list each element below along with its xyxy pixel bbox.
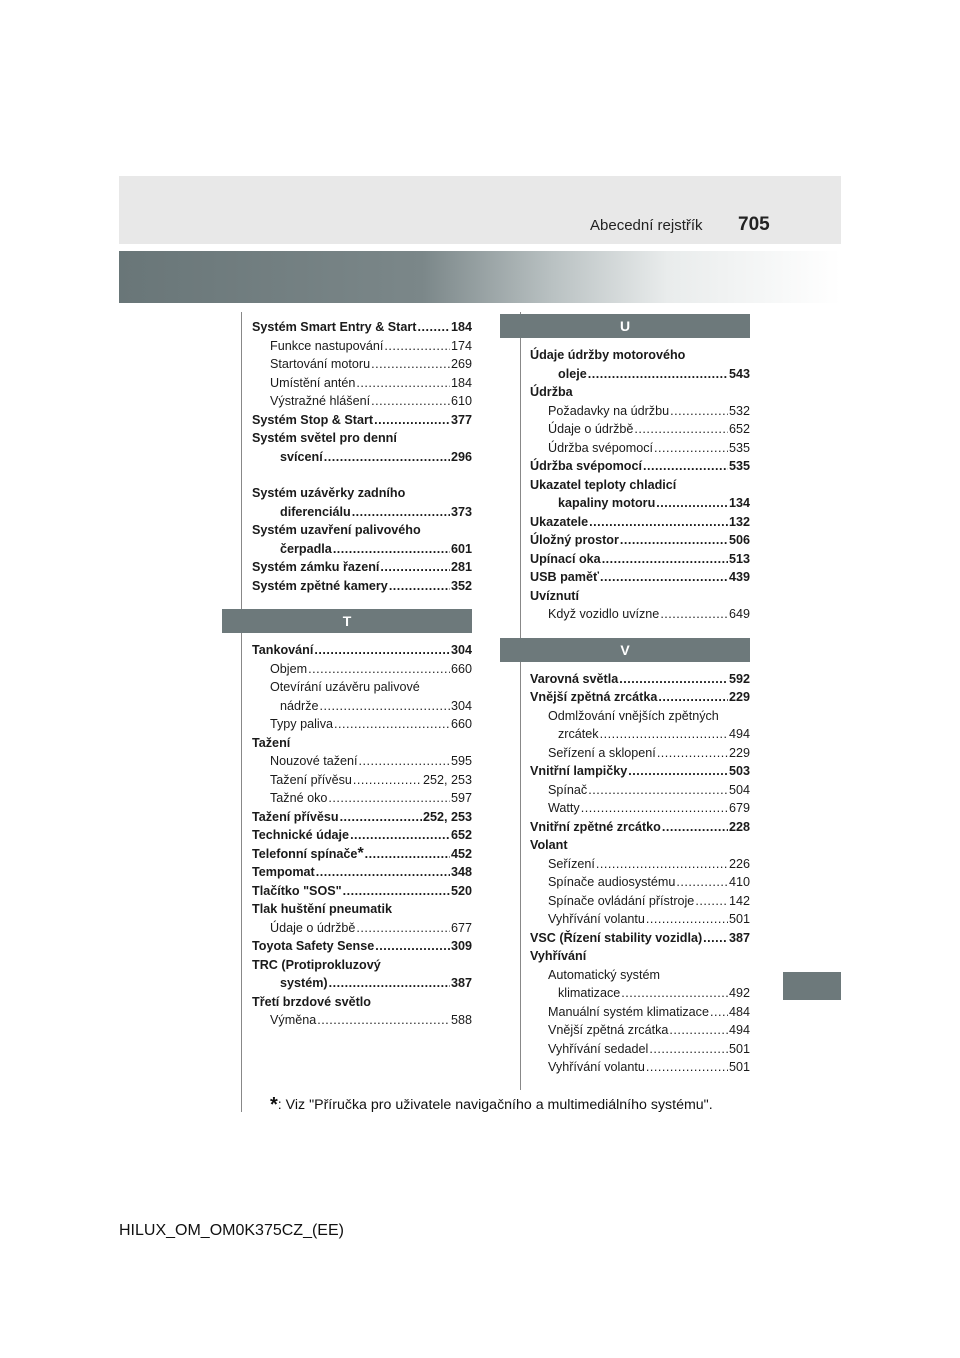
index-entry <box>252 789 472 808</box>
entry-term: zrcátek <box>558 727 599 741</box>
entry-term: Tempomat <box>252 865 315 879</box>
index-entry <box>530 550 750 569</box>
entry-page-number: 377 <box>450 412 472 427</box>
entry-term: Funkce nastupování <box>270 338 384 353</box>
index-entry <box>252 752 472 771</box>
dot-leader <box>389 577 450 596</box>
section-title: Abecední rejstřík <box>590 217 703 234</box>
index-entry <box>252 641 472 660</box>
entry-term: Seřízení <box>548 856 595 871</box>
entry-page-number: 506 <box>728 533 750 547</box>
section-letter-header: V <box>500 638 750 662</box>
entry-term: Watty <box>548 801 580 815</box>
dot-leader <box>581 799 728 818</box>
left-divider <box>241 312 242 1112</box>
document-code: HILUX_OM_OM0K375CZ_(EE) <box>119 1222 344 1239</box>
entry-term: Systém Smart Entry & Start <box>252 320 417 334</box>
entry-term: Uvíznutí <box>530 588 579 603</box>
index-entry <box>252 882 472 901</box>
entry-page-number: 601 <box>450 541 472 556</box>
index-entry <box>530 762 750 781</box>
entry-term: svícení <box>280 449 323 464</box>
section-letter-header: U <box>500 314 750 338</box>
entry-term: Spínač <box>548 782 588 797</box>
entry-page-number: 588 <box>450 1013 472 1027</box>
index-entry <box>252 318 472 337</box>
entry-term: VSC (Řízení stability vozidla) <box>530 930 703 945</box>
dot-leader <box>320 697 450 716</box>
entry-page-number: 597 <box>450 791 472 805</box>
entry-page-number: 501 <box>728 1060 750 1074</box>
index-entry <box>252 771 472 790</box>
entry-term: Tažné oko <box>270 791 328 805</box>
dot-leader <box>343 882 450 901</box>
dot-leader <box>352 503 450 522</box>
entry-page-number: 252, 253 <box>422 772 472 787</box>
index-entry <box>530 346 750 365</box>
dot-leader <box>359 752 450 771</box>
index-entry <box>530 707 750 726</box>
entry-term: systém) <box>280 976 328 990</box>
entry-page-number: 132 <box>728 514 750 529</box>
entry-term: Údaje o údržbě <box>548 422 634 436</box>
footnote <box>270 1094 713 1117</box>
entry-page-number: 281 <box>450 560 472 574</box>
entry-page-number: 373 <box>450 504 472 519</box>
middle-divider <box>520 312 521 1090</box>
dot-leader <box>340 808 422 827</box>
entry-page-number: 679 <box>728 801 750 815</box>
dot-leader <box>350 826 450 845</box>
entry-term: Technické údaje <box>252 828 350 842</box>
entry-term: kapaliny motoru <box>558 496 656 510</box>
dot-leader <box>314 641 450 660</box>
index-entry <box>252 558 472 577</box>
index-column-right <box>530 300 750 1077</box>
dot-leader <box>334 715 450 734</box>
entry-term: čerpadla <box>280 541 332 556</box>
entry-page-number: 660 <box>450 661 472 676</box>
entry-page-number: 494 <box>728 1023 750 1037</box>
entry-page-number: 387 <box>728 930 750 945</box>
entry-page-number: 660 <box>450 717 472 731</box>
entry-term: Systém zpětné kamery <box>252 578 388 593</box>
entry-page-number: 304 <box>450 643 472 657</box>
index-entry <box>530 781 750 800</box>
entry-term: Požadavky na údržbu <box>548 403 670 418</box>
dot-leader <box>365 845 450 864</box>
entry-term: Startování motoru <box>270 357 371 371</box>
dot-leader <box>654 439 728 458</box>
index-entry <box>252 355 472 374</box>
entry-page-number: 269 <box>450 357 472 371</box>
dot-leader <box>620 531 728 550</box>
index-entry <box>530 836 750 855</box>
entry-term: Spínače audiosystému <box>548 875 676 889</box>
index-entry <box>530 587 750 606</box>
dot-leader <box>628 762 728 781</box>
dot-leader <box>634 420 728 439</box>
dot-leader <box>384 337 450 356</box>
dot-leader <box>703 929 728 948</box>
spacer <box>252 466 472 484</box>
entry-term: Úložný prostor <box>530 533 619 547</box>
index-entry <box>530 402 750 421</box>
entry-term: klimatizace <box>558 986 621 1000</box>
entry-page-number: 492 <box>728 986 750 1000</box>
index-entry <box>530 1003 750 1022</box>
dot-leader <box>646 910 728 929</box>
entry-page-number: 252, 253 <box>422 809 472 824</box>
entry-page-number: 592 <box>728 671 750 686</box>
index-entry <box>252 919 472 938</box>
index-entry <box>530 439 750 458</box>
index-entry <box>252 503 472 522</box>
entry-page-number: 610 <box>450 394 472 408</box>
entry-page-number: 535 <box>728 440 750 455</box>
entry-term: Systém Stop & Start <box>252 412 374 427</box>
entry-term: Otevírání uzávěru palivové <box>270 680 420 694</box>
index-entry <box>530 799 750 818</box>
index-entry <box>252 900 472 919</box>
entry-term: Vyhřívání volantu <box>548 1060 645 1074</box>
index-entry <box>252 577 472 596</box>
index-entry <box>252 448 472 467</box>
dot-leader <box>656 494 728 513</box>
dot-leader <box>662 818 728 837</box>
dot-leader <box>649 1040 728 1059</box>
page-number: 705 <box>738 214 770 235</box>
index-entry <box>252 540 472 559</box>
dot-leader <box>371 355 450 374</box>
dot-leader <box>356 374 450 393</box>
header-band <box>119 176 841 244</box>
index-entry <box>530 910 750 929</box>
dot-leader <box>621 984 728 1003</box>
entry-term: Údržba svépomocí <box>548 440 653 455</box>
entry-term: Tankování <box>252 643 314 657</box>
entry-page-number: 494 <box>728 727 750 741</box>
entry-page-number: 226 <box>728 856 750 871</box>
entry-term: Ukazatel teploty chladicí <box>530 477 677 492</box>
index-entry <box>530 494 750 513</box>
entry-term: Volant <box>530 838 568 852</box>
index-entry <box>252 808 472 827</box>
dot-leader <box>308 660 450 679</box>
entry-term: Tažení <box>252 735 291 750</box>
index-entry <box>252 337 472 356</box>
entry-term: Automatický systém <box>548 967 660 982</box>
entry-page-number: 410 <box>728 875 750 889</box>
dot-leader <box>317 1011 450 1030</box>
dot-leader <box>669 1021 728 1040</box>
index-entry <box>252 1011 472 1030</box>
entry-term: Upínací oka <box>530 551 601 566</box>
index-entry <box>530 605 750 624</box>
entry-term: Spínače ovládání přístroje <box>548 893 695 908</box>
dot-leader <box>324 448 450 467</box>
dot-leader <box>643 457 728 476</box>
index-entry <box>252 863 472 882</box>
index-entry <box>252 374 472 393</box>
entry-term: Údaje o údržbě <box>270 920 356 935</box>
entry-term: Tažení přívěsu <box>252 809 339 824</box>
entry-term: Toyota Safety Sense <box>252 939 375 953</box>
index-entry <box>252 392 472 411</box>
entry-term: Vnější zpětná zrcátka <box>548 1023 669 1037</box>
index-entry <box>530 892 750 911</box>
dot-leader <box>646 1058 728 1077</box>
dot-leader <box>588 365 728 384</box>
dot-leader <box>588 781 728 800</box>
index-entry <box>530 725 750 744</box>
index-entry <box>252 734 472 753</box>
index-entry <box>252 484 472 503</box>
entry-term: Vnější zpětná zrcátka <box>530 690 658 704</box>
index-entry <box>530 1040 750 1059</box>
dot-leader <box>375 937 450 956</box>
dot-leader <box>660 605 728 624</box>
entry-term: Třetí brzdové světlo <box>252 994 371 1009</box>
entry-term: Telefonní spínače <box>252 846 358 861</box>
entry-term: nádrže <box>280 698 319 713</box>
entry-term: Umístění antén <box>270 375 356 390</box>
dot-leader <box>316 863 450 882</box>
index-entry <box>530 984 750 1003</box>
entry-page-number: 595 <box>450 754 472 768</box>
entry-page-number: 649 <box>728 607 750 621</box>
dot-leader <box>371 392 450 411</box>
dot-leader <box>333 540 450 559</box>
index-entry <box>530 568 750 587</box>
entry-page-number: 228 <box>728 819 750 834</box>
dot-leader <box>600 725 728 744</box>
entry-page-number: 304 <box>450 698 472 713</box>
entry-term: Vyhřívání sedadel <box>548 1041 649 1056</box>
entry-page-number: 501 <box>728 1041 750 1056</box>
index-entry <box>530 1058 750 1077</box>
index-entry <box>530 670 750 689</box>
entry-term: Když vozidlo uvízne <box>548 607 660 621</box>
entry-page-number: 142 <box>728 893 750 908</box>
index-entry <box>252 826 472 845</box>
dot-leader <box>619 670 728 689</box>
dot-leader <box>670 402 728 421</box>
entry-term: Systém uzavření palivového <box>252 523 421 537</box>
entry-term: Údržba <box>530 385 573 399</box>
entry-page-number: 184 <box>450 320 472 334</box>
dot-leader <box>589 513 728 532</box>
entry-term: Údržba svépomocí <box>530 459 642 473</box>
entry-term: Vnitřní zpětné zrcátko <box>530 819 661 834</box>
dot-leader <box>356 919 450 938</box>
dot-leader <box>374 411 450 430</box>
entry-page-number: 513 <box>728 551 750 566</box>
entry-term: Systém zámku řazení <box>252 560 380 574</box>
entry-page-number: 439 <box>728 570 750 584</box>
index-column-left <box>252 318 472 1030</box>
entry-term: Varovná světla <box>530 671 619 686</box>
entry-page-number: 229 <box>728 690 750 704</box>
entry-page-number: 229 <box>728 745 750 760</box>
entry-term: Seřízení a sklopení <box>548 745 656 760</box>
index-entry <box>530 966 750 985</box>
index-entry <box>252 937 472 956</box>
entry-page-number: 348 <box>450 865 472 879</box>
index-entry <box>530 476 750 495</box>
entry-term: Údaje údržby motorového <box>530 348 686 362</box>
entry-page-number: 352 <box>450 578 472 593</box>
index-entry <box>530 1021 750 1040</box>
entry-page-number: 296 <box>450 449 472 464</box>
index-entry <box>530 457 750 476</box>
index-entry <box>530 531 750 550</box>
index-entry <box>530 947 750 966</box>
index-entry <box>252 697 472 716</box>
entry-term: Tlačítko "SOS" <box>252 883 342 898</box>
index-entry <box>530 873 750 892</box>
dot-leader <box>328 789 450 808</box>
entry-term: Tažení přívěsu <box>270 772 352 787</box>
entry-page-number: 452 <box>450 846 472 861</box>
entry-page-number: 652 <box>728 422 750 436</box>
entry-term: diferenciálu <box>280 504 351 519</box>
dot-leader <box>695 892 728 911</box>
entry-page-number: 484 <box>728 1004 750 1019</box>
entry-page-number: 504 <box>728 782 750 797</box>
entry-term: Vnitřní lampičky <box>530 764 628 778</box>
entry-term: Objem <box>270 661 308 676</box>
entry-term: Odmlžování vnějších zpětných <box>548 708 719 723</box>
index-entry: Telefonní spínače * ..... 452 <box>252 845 472 864</box>
index-entry <box>252 660 472 679</box>
entry-term: Vyhřívání <box>530 949 587 963</box>
dot-leader <box>417 318 450 337</box>
dot-leader <box>657 744 728 763</box>
index-entry <box>252 411 472 430</box>
entry-term: Výměna <box>270 1013 317 1027</box>
entry-page-number: 309 <box>450 939 472 953</box>
index-entry <box>252 429 472 448</box>
entry-term: Vyhřívání volantu <box>548 912 645 926</box>
entry-page-number: 184 <box>450 375 472 390</box>
chapter-tab <box>783 972 841 1000</box>
index-entry <box>530 688 750 707</box>
index-entry <box>252 678 472 697</box>
index-entry <box>252 521 472 540</box>
dot-leader <box>380 558 450 577</box>
entry-page-number: 677 <box>450 920 472 935</box>
entry-term: Systém uzávěrky zadního <box>252 486 406 500</box>
header-banner <box>119 251 841 303</box>
entry-term: Ukazatele <box>530 514 589 529</box>
index-entry <box>530 513 750 532</box>
section-letter-header: T <box>222 609 472 633</box>
entry-page-number: 387 <box>450 976 472 990</box>
dot-leader <box>602 550 728 569</box>
footnote-star: * <box>270 1094 278 1116</box>
entry-page-number: 532 <box>728 403 750 418</box>
entry-page-number: 503 <box>728 764 750 778</box>
index-entry <box>530 855 750 874</box>
entry-page-number: 134 <box>728 496 750 510</box>
index-entry <box>252 974 472 993</box>
entry-term: TRC (Protiprokluzový <box>252 957 381 972</box>
entry-term: Výstražné hlášení <box>270 394 371 408</box>
entry-term: Typy paliva <box>270 717 333 731</box>
index-entry <box>530 383 750 402</box>
dot-leader <box>710 1003 728 1022</box>
index-entry <box>252 956 472 975</box>
index-entry <box>530 744 750 763</box>
dot-leader <box>353 771 422 790</box>
index-entry <box>530 929 750 948</box>
dot-leader <box>676 873 728 892</box>
dot-leader <box>600 568 728 587</box>
entry-term: Nouzové tažení <box>270 754 358 768</box>
entry-page-number: 520 <box>450 883 472 898</box>
entry-term: Systém světel pro denní <box>252 431 397 445</box>
index-entry <box>252 993 472 1012</box>
index-entry <box>252 715 472 734</box>
entry-page-number: 501 <box>728 912 750 926</box>
entry-term: oleje <box>558 366 587 381</box>
dot-leader <box>596 855 728 874</box>
index-entry <box>530 420 750 439</box>
entry-page-number: 174 <box>450 338 472 353</box>
entry-page-number: 543 <box>728 366 750 381</box>
index-entry <box>530 365 750 384</box>
index-entry <box>530 818 750 837</box>
dot-leader <box>658 688 728 707</box>
entry-term: Manuální systém klimatizace <box>548 1004 709 1019</box>
dot-leader <box>329 974 450 993</box>
entry-term: USB paměť <box>530 570 600 584</box>
entry-term: Tlak huštění pneumatik <box>252 902 392 916</box>
entry-page-number: 652 <box>450 828 472 842</box>
footnote-text: : Viz "Příručka pro uživatele navigačního a multimediálního systému". <box>277 1097 713 1113</box>
entry-page-number: 535 <box>728 459 750 473</box>
